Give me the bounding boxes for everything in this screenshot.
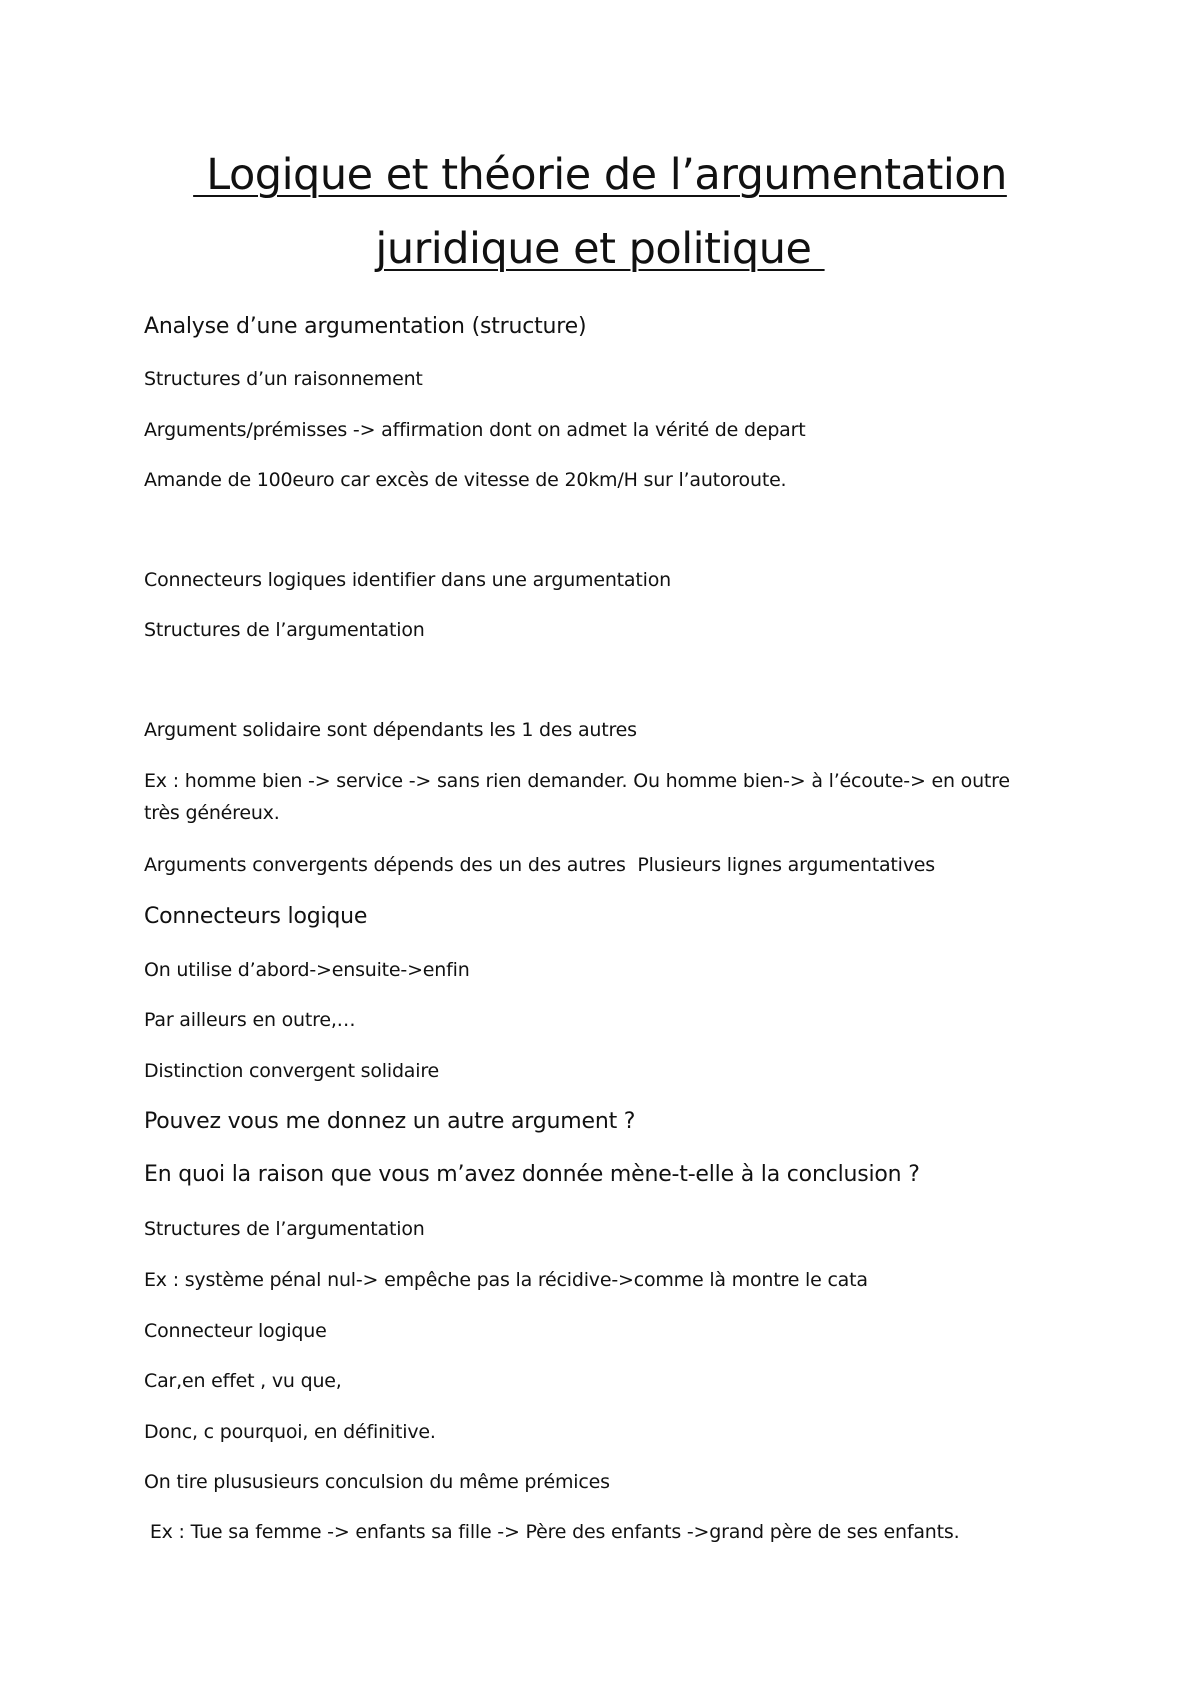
document-title-line-1: Logique et théorie de l’argumentation [193,150,1007,200]
text-line: Argument solidaire sont dépendants les 1 des autres [144,719,637,741]
text-line: On utilise d’abord->ensuite->enfin [144,959,470,981]
text-line: Ex : système pénal nul-> empêche pas la récidive->comme là montre le cata [144,1269,868,1291]
text-line: On tire plususieurs conculsion du même prémices [144,1471,610,1493]
text-line: Arguments/prémisses -> affirmation dont on admet la vérité de depart [144,419,806,441]
text-line: Arguments convergents dépends des un des autres Plusieurs lignes argumentatives [144,854,935,876]
text-line: Connecteurs logiques identifier dans une argumentation [144,569,671,591]
text-line: Structures d’un raisonnement [144,368,423,390]
text-line: Amande de 100euro car excès de vitesse de 20km/H sur l’autoroute. [144,469,787,491]
text-line: Ex : Tue sa femme -> enfants sa fille -> Père des enfants ->grand père de ses enfants. [144,1521,960,1543]
document-title-line-2: juridique et politique [375,224,825,274]
question-line: En quoi la raison que vous m’avez donnée mène-t-elle à la conclusion ? [144,1162,920,1187]
text-line: Distinction convergent solidaire [144,1060,440,1082]
text-line: Connecteur logique [144,1320,327,1342]
question-line: Pouvez vous me donnez un autre argument ? [144,1109,636,1134]
text-line: Ex : homme bien -> service -> sans rien demander. Ou homme bien-> à l’écoute-> en outre [144,770,1010,792]
text-line: très généreux. [144,802,280,824]
text-line: Donc, c pourquoi, en définitive. [144,1421,436,1443]
text-line: Structures de l’argumentation [144,619,425,641]
text-line: Car,en effet , vu que, [144,1370,342,1392]
section-heading-connecteurs: Connecteurs logique [144,904,368,929]
text-line: Structures de l’argumentation [144,1218,425,1240]
section-heading-analyse: Analyse d’une argumentation (structure) [144,314,587,339]
text-line: Par ailleurs en outre,… [144,1009,356,1031]
